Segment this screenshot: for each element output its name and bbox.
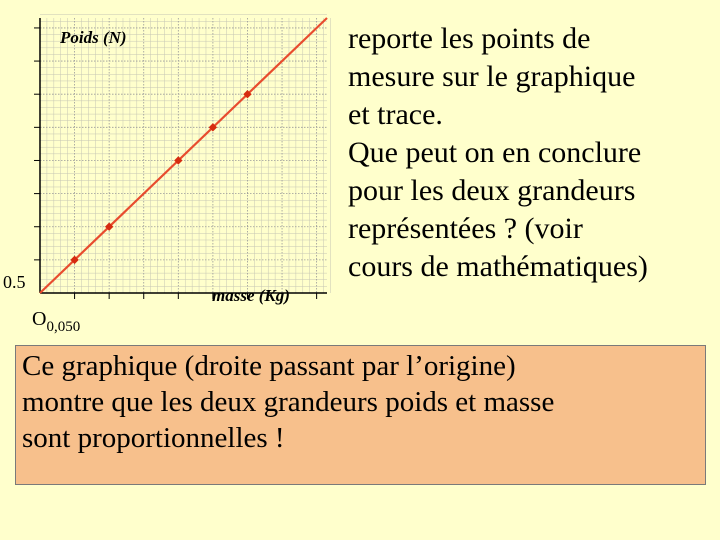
instructions-line: et trace. xyxy=(348,98,443,131)
y-tick-label: 0.5 xyxy=(3,272,26,292)
instructions-line: représentées ? (voir xyxy=(348,212,583,245)
instructions-text xyxy=(348,20,716,286)
conclusion-line: sont proportionnelles ! xyxy=(22,422,285,454)
x-tick-label: 0,050 xyxy=(46,319,81,335)
conclusion-line: Ce graphique (droite passant par l’origine) xyxy=(22,350,516,382)
origin-label xyxy=(32,308,80,336)
y-axis-label: Poids (N) xyxy=(60,28,127,47)
instructions-line: Que peut on en conclure xyxy=(348,136,642,169)
conclusion-line: montre que les deux grandeurs poids et masse xyxy=(22,386,555,418)
instructions-line: cours de mathématiques) xyxy=(348,250,648,283)
instructions-line: reporte les points de xyxy=(348,22,591,55)
x-axis-label: masse (Kg) xyxy=(212,286,290,305)
trend-line xyxy=(40,18,327,293)
conclusion-box xyxy=(15,345,706,485)
instructions-line: mesure sur le graphique xyxy=(348,60,636,93)
origin-letter: O xyxy=(32,308,47,330)
instructions-line: pour les deux grandeurs xyxy=(348,174,636,207)
